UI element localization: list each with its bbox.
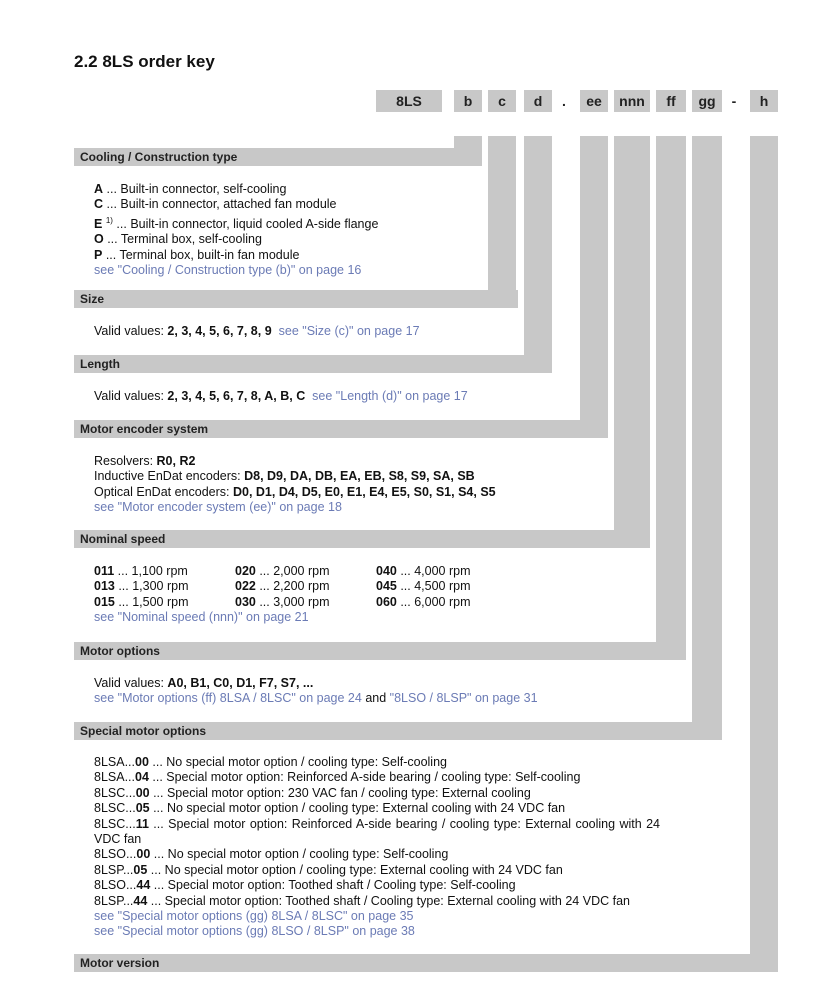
- key-d: d: [524, 90, 552, 112]
- list-item: C ... Built-in connector, attached fan module: [94, 197, 337, 212]
- special-link-2[interactable]: see "Special motor options (gg) 8LSO / 8LSP" on page 38: [94, 924, 415, 939]
- list-item: 015 ... 1,500 rpm: [94, 594, 189, 609]
- key-dash: -: [731, 93, 737, 109]
- list-item: O ... Terminal box, self-cooling: [94, 232, 262, 247]
- size-link[interactable]: see "Size (c)" on page 17: [278, 324, 420, 338]
- encoder-header: Motor encoder system: [74, 420, 608, 438]
- list-item: 8LSP...05 ... No special motor option / cooling type: External cooling with 24 VDC fan: [94, 862, 563, 877]
- key-nnn: nnn: [614, 90, 650, 112]
- list-item: 8LSO...44 ... Special motor option: Toothed shaft / Cooling type: Self-cooling: [94, 878, 516, 893]
- list-item: 8LSC...05 ... No special motor option / cooling type: External cooling with 24 VDC fan: [94, 801, 566, 816]
- size-values: Valid values: 2, 3, 4, 5, 6, 7, 8, 9 see "Size (c)" on page 17: [94, 324, 420, 338]
- list-item: 020 ... 2,000 rpm: [235, 564, 330, 578]
- speed-header: Nominal speed: [74, 530, 650, 548]
- list-item: 8LSP...44 ... Special motor option: Toothed shaft / Cooling type: External cooling with 24 VDC fan: [94, 893, 630, 908]
- speed-col-3: [376, 564, 471, 610]
- list-item: 8LSO...00 ... No special motor option / cooling type: Self-cooling: [94, 847, 449, 862]
- encoder-link[interactable]: see "Motor encoder system (ee)" on page 18: [94, 500, 342, 515]
- special-list: [94, 755, 660, 940]
- list-item: Optical EnDat encoders: D0, D1, D4, D5, E0, E1, E4, E5, S0, S1, S4, S5: [94, 484, 496, 499]
- length-values: Valid values: 2, 3, 4, 5, 6, 7, 8, A, B, C see "Length (d)" on page 17: [94, 389, 468, 403]
- speed-col-2: [235, 564, 330, 610]
- list-item: 045 ... 4,500 rpm: [376, 579, 471, 594]
- options-link-1[interactable]: see "Motor options (ff) 8LSA / 8LSC" on page 24: [94, 691, 362, 706]
- list-item: 8LSC...11 ... Special motor option: Reinforced A-side bearing / cooling type: External cooling with 24 VDC fan: [94, 816, 660, 847]
- size-header: Size: [74, 290, 518, 308]
- cooling-header: Cooling / Construction type: [74, 148, 482, 166]
- list-item: 060 ... 6,000 rpm: [376, 594, 471, 609]
- list-item: A ... Built-in connector, self-cooling: [94, 182, 287, 196]
- options-link-2[interactable]: "8LSO / 8LSP" on page 31: [389, 691, 538, 706]
- connector-ee: [580, 136, 608, 438]
- list-item: 022 ... 2,200 rpm: [235, 579, 330, 594]
- key-dot: .: [562, 93, 566, 109]
- connector-c: [488, 136, 516, 294]
- list-item: Inductive EnDat encoders: D8, D9, DA, DB, EA, EB, S8, S9, SA, SB: [94, 469, 475, 484]
- length-link[interactable]: see "Length (d)" on page 17: [312, 389, 468, 403]
- key-gg: gg: [692, 90, 722, 112]
- page-title: 2.2 8LS order key: [74, 52, 215, 71]
- connector-d: [524, 136, 552, 356]
- key-ff: ff: [656, 90, 686, 112]
- list-item: 8LSA...04 ... Special motor option: Reinforced A-side bearing / cooling type: Self-cooling: [94, 770, 581, 785]
- key-h: h: [750, 90, 778, 112]
- cooling-list: [94, 182, 378, 279]
- speed-link[interactable]: see "Nominal speed (nnn)" on page 21: [94, 610, 309, 625]
- key-b: b: [454, 90, 482, 112]
- special-header: Special motor options: [74, 722, 722, 740]
- options-values: Valid values: A0, B1, C0, D1, F7, S7, ... see "Motor options (ff) 8LSA / 8LSC" on page 24 and "8LSO / 8LSP" on page 31: [94, 676, 538, 706]
- encoder-list: [94, 454, 496, 516]
- list-item: E $^{1)}$ ... Built-in connector, liquid cooled A-side flange: [94, 215, 379, 231]
- list-item: 011 ... 1,100 rpm: [94, 564, 188, 578]
- list-item: 030 ... 3,000 rpm: [235, 594, 330, 609]
- list-item: P ... Terminal box, built-in fan module: [94, 247, 300, 262]
- connector-h: [750, 136, 778, 970]
- key-8ls: 8LS: [376, 90, 442, 112]
- list-item: 8LSC...00 ... Special motor option: 230 VAC fan / cooling type: External cooling: [94, 785, 531, 800]
- key-ee: ee: [580, 90, 608, 112]
- length-header: Length: [74, 355, 552, 373]
- key-c: c: [488, 90, 516, 112]
- special-link-1[interactable]: see "Special motor options (gg) 8LSA / 8LSC" on page 35: [94, 909, 414, 924]
- list-item: Resolvers: R0, R2: [94, 454, 196, 468]
- connector-ff: [656, 136, 686, 660]
- list-item: 040 ... 4,000 rpm: [376, 564, 471, 578]
- connector-gg: [692, 136, 722, 740]
- footnote-marker: 1): [105, 215, 113, 225]
- list-item: 8LSA...00 ... No special motor option / cooling type: Self-cooling: [94, 755, 447, 769]
- connector-nnn: [614, 136, 650, 548]
- list-item: 013 ... 1,300 rpm: [94, 579, 189, 594]
- options-header: Motor options: [74, 642, 686, 660]
- version-header: Motor version: [74, 954, 778, 972]
- cooling-link[interactable]: see "Cooling / Construction type (b)" on page 16: [94, 263, 362, 278]
